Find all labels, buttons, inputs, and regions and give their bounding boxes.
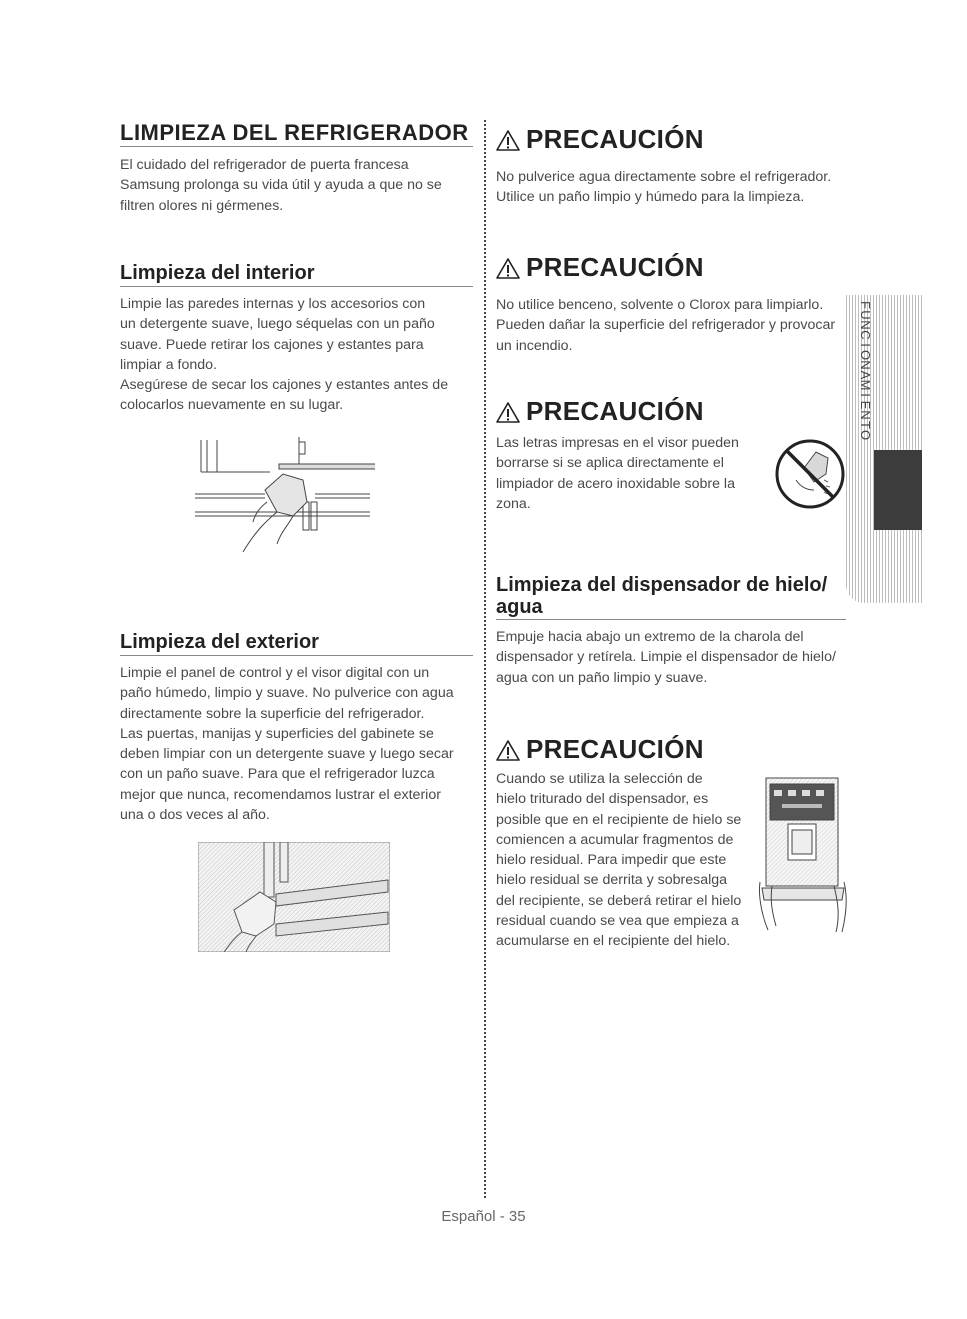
interior-cleaning-illustration xyxy=(195,432,375,582)
precaution1-text xyxy=(496,167,856,208)
precaution3-text xyxy=(496,433,756,514)
dispenser-line: agua con un paño limpio y suave. xyxy=(496,669,708,686)
dispenser-line: dispensador y retírela. Limpie el dispensador de hielo/ xyxy=(496,649,836,666)
precaution-line: Las letras impresas en el visor pueden xyxy=(496,435,739,451)
precaution-line: hielo residual. Para impedir que este xyxy=(496,852,727,869)
side-tab-letter: A xyxy=(858,370,873,380)
exterior-line: mejor que nunca, recomendamos lustrar el exterior xyxy=(120,786,441,803)
exterior-rule xyxy=(120,655,473,656)
side-tab-marker xyxy=(874,450,922,530)
exterior-line: una o dos veces al año. xyxy=(120,807,270,824)
precaution-line: zona. xyxy=(496,495,531,512)
precaution-line: Utilice un paño limpio y húmedo para la limpieza. xyxy=(496,189,805,206)
intro-line: Samsung prolonga su vida útil y ayuda a que no se xyxy=(120,177,442,194)
precaution-line: Pueden dañar la superficie del refrigerador y provocar xyxy=(496,317,836,334)
side-tab-letter: N xyxy=(858,360,873,370)
warning-icon xyxy=(496,739,520,761)
precaution-line: residual cuando se vea que empieza a xyxy=(496,913,739,930)
precaution-line: borrarse si se aplica directamente el xyxy=(496,455,724,472)
precaution-label: PRECAUCIÓN xyxy=(526,252,704,282)
precaution-heading xyxy=(496,396,704,427)
precaution-line: un incendio. xyxy=(496,337,573,354)
interior-line: colocarlos nuevamente en su lugar. xyxy=(120,397,344,414)
precaution-line: hielo triturado del dispensador, es xyxy=(496,791,709,808)
interior-rule xyxy=(120,286,473,287)
side-tab-letter: N xyxy=(858,320,873,330)
side-tab-letter: T xyxy=(858,421,873,429)
interior-title: Limpieza del interior xyxy=(120,262,315,284)
precaution-line: No pulverice agua directamente sobre el refrigerador. xyxy=(496,169,832,185)
side-tab-letter: U xyxy=(858,310,873,320)
precaution-label: PRECAUCIÓN xyxy=(526,124,704,154)
exterior-line: deben limpiar con un detergente suave y luego secar xyxy=(120,746,454,763)
warning-icon xyxy=(496,257,520,279)
side-tab-letter: I xyxy=(858,343,873,347)
side-tab-letter: E xyxy=(858,400,873,410)
dispenser-line: Empuje hacia abajo un extremo de la charola del xyxy=(496,629,804,645)
side-tab-letter: F xyxy=(858,301,873,309)
precaution-line: comiencen a acumular fragmentos de xyxy=(496,831,734,848)
exterior-cleaning-illustration xyxy=(198,842,390,952)
page-number: Español - 35 xyxy=(441,1208,526,1225)
interior-line: Limpie las paredes internas y los accesorios con xyxy=(120,296,426,312)
side-tab-label xyxy=(855,300,879,440)
side-tab-letter: O xyxy=(858,349,873,361)
precaution-label: PRECAUCIÓN xyxy=(526,396,704,426)
precaution-heading xyxy=(496,124,704,155)
exterior-title: Limpieza del exterior xyxy=(120,631,319,653)
dispenser-rule xyxy=(496,619,846,620)
interior-line: suave. Puede retirar los cajones y estantes para xyxy=(120,336,424,353)
exterior-line: paño húmedo, limpio y suave. No pulverice con agua xyxy=(120,685,454,702)
precaution-line: Cuando se utiliza la selección de xyxy=(496,771,703,787)
exterior-line: con un paño suave. Para que el refrigerador luzca xyxy=(120,766,435,783)
section-title: LIMPIEZA DEL REFRIGERADOR xyxy=(120,120,469,145)
precaution2-text xyxy=(496,295,856,356)
exterior-text xyxy=(120,663,480,825)
intro-line: El cuidado del refrigerador de puerta francesa xyxy=(120,157,409,173)
side-tab-letter: M xyxy=(858,379,873,391)
intro-line: filtren olores ni gérmenes. xyxy=(120,197,284,214)
interior-line: un detergente suave, luego séquelas con un paño xyxy=(120,316,435,333)
dispenser-title-line: Limpieza del dispensador de hielo/ xyxy=(496,574,828,596)
side-tab-letter: I xyxy=(858,393,873,397)
interior-line: limpiar a fondo. xyxy=(120,356,217,373)
dispenser-illustration xyxy=(758,776,850,936)
precaution-heading xyxy=(496,252,704,283)
exterior-line: Limpie el panel de control y el visor digital con un xyxy=(120,665,430,681)
precaution-heading xyxy=(496,734,704,765)
intro-text xyxy=(120,155,480,216)
column-divider xyxy=(484,120,486,1198)
interior-text xyxy=(120,294,480,416)
precaution-label: PRECAUCIÓN xyxy=(526,734,704,764)
title-rule xyxy=(120,146,473,147)
dispenser-title xyxy=(496,574,846,618)
side-tab-letter: O xyxy=(858,429,873,441)
precaution-line: No utilice benceno, solvente o Clorox para limpiarlo. xyxy=(496,297,824,313)
exterior-line: Las puertas, manijas y superficies del gabinete se xyxy=(120,725,434,742)
no-spray-icon xyxy=(774,438,846,510)
precaution-line: hielo residual se derrita y sobresalga xyxy=(496,872,728,889)
precaution-line: limpiador de acero inoxidable sobre la xyxy=(496,475,735,492)
dispenser-text xyxy=(496,627,856,688)
warning-icon xyxy=(496,401,520,423)
exterior-line: directamente sobre la superficie del refrigerador. xyxy=(120,705,425,722)
precaution-line: del recipiente, se deberá retirar el hielo xyxy=(496,892,742,909)
warning-icon xyxy=(496,129,520,151)
precaution-line: acumularse en el recipiente del hielo. xyxy=(496,933,731,950)
interior-line: Asegúrese de secar los cajones y estantes antes de xyxy=(120,377,449,394)
precaution-line: posible que en el recipiente de hielo se xyxy=(496,811,742,828)
side-tab-letter: C xyxy=(858,330,873,340)
precaution4-text xyxy=(496,769,761,952)
side-tab-letter: N xyxy=(858,410,873,420)
dispenser-title-line: agua xyxy=(496,596,543,618)
